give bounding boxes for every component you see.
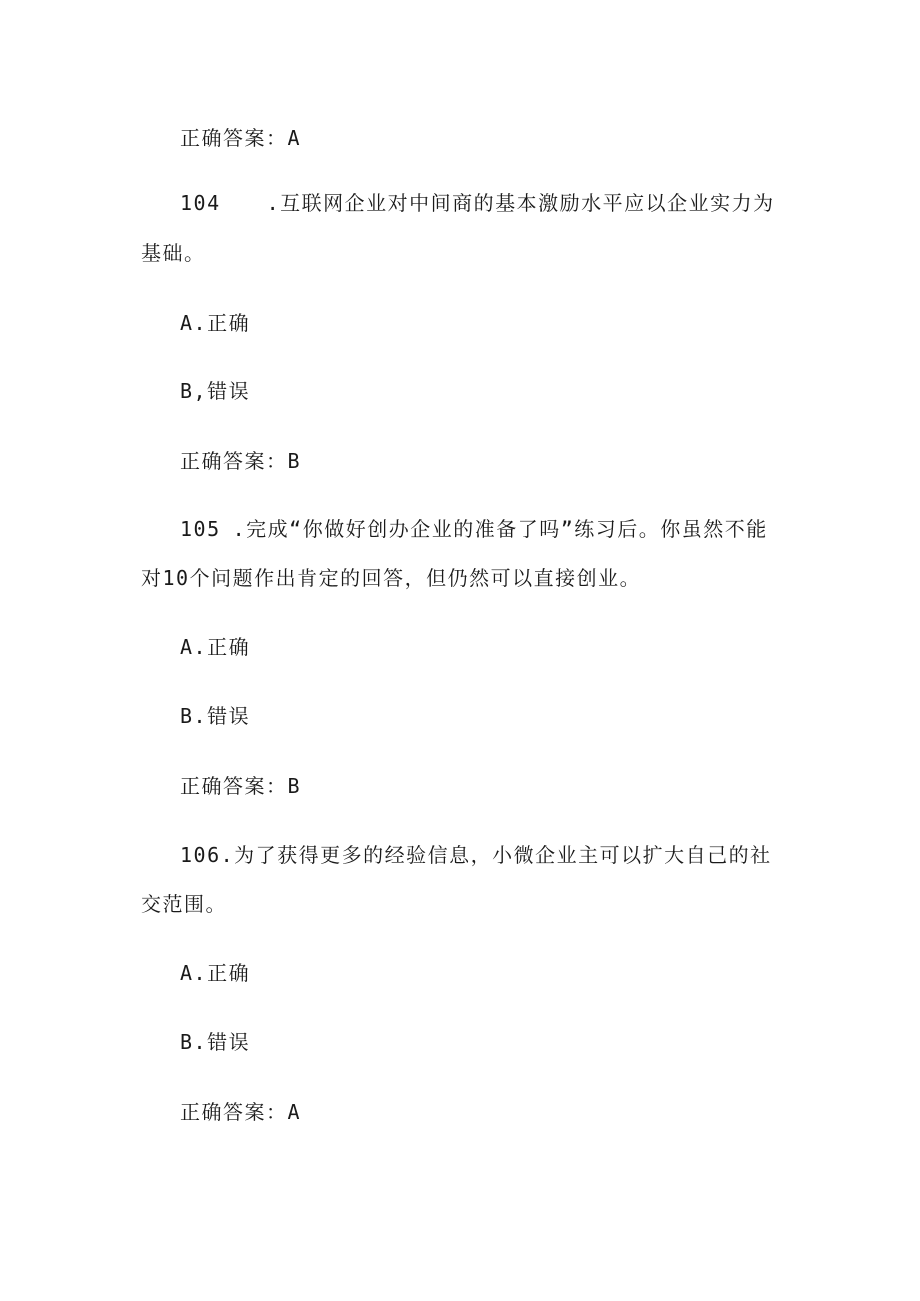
prev-answer: 正确答案：A: [180, 126, 302, 150]
q104-line1: [180, 190, 775, 216]
q106-option-a: A.正确: [180, 961, 251, 985]
q104-line2: 基础。: [141, 241, 206, 265]
q106-line1: 106.为了获得更多的经验信息，小微企业主可以扩大自己的社: [180, 843, 772, 867]
q106-option-b: B.错误: [180, 1030, 251, 1054]
q105-text-1: .完成“你做好创办企业的准备了吗”练习后。你虽然不能: [232, 517, 768, 541]
q104-answer: 正确答案：B: [180, 449, 302, 473]
q105-option-b: B.错误: [180, 704, 251, 728]
q105-option-a: A.正确: [180, 635, 251, 659]
q105-answer: 正确答案：B: [180, 774, 302, 798]
q104-text-1: .互联网企业对中间商的基本激励水平应以企业实力为: [266, 191, 775, 215]
q106-answer: 正确答案：A: [180, 1100, 302, 1124]
q104-option-b: B,错误: [180, 379, 251, 403]
q105-line2: 对10个问题作出肯定的回答，但仍然可以直接创业。: [141, 566, 642, 590]
q105-number: 105: [180, 517, 221, 541]
q104-option-a: A.正确: [180, 311, 251, 335]
q106-line2: 交范围。: [141, 892, 227, 916]
q105-line1: [180, 516, 768, 542]
q104-number: 104: [180, 191, 221, 215]
